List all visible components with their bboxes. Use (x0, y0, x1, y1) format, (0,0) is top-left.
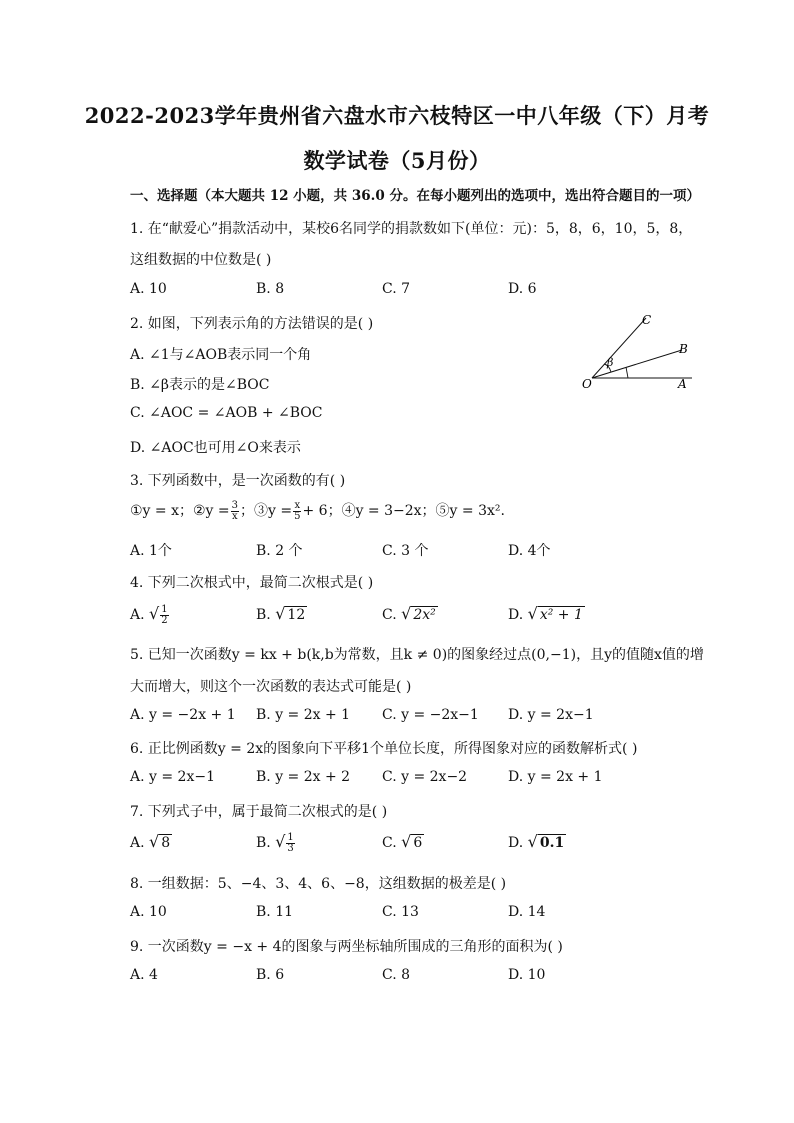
q3-frac-3-over-x: $\frac{3}{x}$ (231, 499, 239, 522)
q3-func-rest: + 6；④y = 3−2x；⑤y = 3x². (302, 503, 505, 519)
q9-option-a: A. 4 (130, 967, 158, 983)
q2-option-a: A. ∠1与∠AOB表示同一个角 (130, 347, 312, 363)
q5-stem-line1: 5. 已知一次函数y = kx + b(k,b为常数，且k ≠ 0)的图象经过点(0,−1)，且y的值随x值的增 (130, 647, 704, 663)
q9-stem: 9. 一次函数y = −x + 4的图象与两坐标轴所围成的三角形的面积为( ) (130, 939, 563, 955)
q6-stem: 6. 正比例函数y = 2x的图象向下平移1个单位长度，所得图象对应的函数解析式( ) (130, 741, 638, 757)
section-heading: 一、选择题（本大题共 12 小题，共 36.0 分。在每小题列出的选项中，选出符合题目的一项） (130, 188, 700, 204)
q6-option-d: D. y = 2x + 1 (508, 769, 603, 785)
q5-option-d: D. y = 2x−1 (508, 707, 594, 723)
q1-stem-line1: 1. 在“献爱心”捐款活动中，某校6名同学的捐款数如下(单位：元)：5，8，6，10，5，8， (130, 221, 693, 237)
q4-option-c: C. √ 2x² (382, 604, 436, 623)
q8-option-a: A. 10 (130, 904, 167, 920)
ray-oc (592, 318, 646, 378)
q2-option-b: B. ∠β表示的是∠BOC (130, 377, 270, 393)
label-b: B (679, 342, 688, 356)
q1-option-a: A. 10 (130, 281, 167, 297)
q6-option-c: C. y = 2x−2 (382, 769, 468, 785)
q3-func-2: ②y = (193, 503, 230, 519)
q7-option-c: C. √ 6 (382, 832, 423, 851)
q5-options (130, 707, 670, 727)
q3-functions (130, 500, 505, 522)
q6-options (130, 769, 670, 789)
q4-option-a: A. √ $\frac{1}{2}$ (130, 603, 168, 626)
q1-option-b: B. 8 (256, 281, 285, 297)
q1-options (130, 281, 670, 301)
arc-angle1 (626, 367, 628, 378)
q3-stem: 3. 下列函数中，是一次函数的有( ) (130, 473, 346, 489)
exam-title-line2: 数学试卷（5月份） (303, 148, 491, 173)
q7-option-b: B. √ $\frac{1}{3}$ (256, 831, 294, 854)
q4-option-d: D. √ x² + 1 (508, 604, 583, 623)
q6-option-a: A. y = 2x−1 (130, 769, 215, 785)
q3-options (130, 540, 670, 560)
label-a: A (678, 377, 687, 391)
q9-option-d: D. 10 (508, 967, 546, 983)
q2-stem: 2. 如图，下列表示角的方法错误的是( ) (130, 316, 374, 332)
exam-title-line1: 2022-2023学年贵州省六盘水市六枝特区一中八年级（下）月考 (84, 103, 710, 128)
q8-option-c: C. 13 (382, 904, 419, 920)
q4-stem: 4. 下列二次根式中，最简二次根式是( ) (130, 575, 374, 591)
q1-stem-line2: 这组数据的中位数是( ) (130, 252, 272, 268)
angle-figure (576, 308, 704, 398)
q7-frac-third: $\frac{1}{3}$ (287, 831, 294, 854)
label-o: O (582, 377, 592, 391)
q7-stem: 7. 下列式子中，属于最简二次根式的是( ) (130, 804, 388, 820)
q5-option-a: A. y = −2x + 1 (130, 707, 236, 723)
q3-option-a: A. 1个 (130, 543, 172, 559)
q3-func-1: ①y = x； (130, 503, 193, 519)
q1-option-d: D. 6 (508, 281, 537, 297)
q8-option-b: B. 11 (256, 904, 294, 920)
q7-options (130, 832, 670, 860)
label-c: C (642, 313, 652, 327)
q8-options (130, 904, 670, 924)
q9-option-c: C. 8 (382, 967, 411, 983)
q9-options (130, 967, 670, 987)
q3-option-b: B. 2 个 (256, 543, 303, 559)
q6-option-b: B. y = 2x + 2 (256, 769, 351, 785)
q3-option-d: D. 4个 (508, 543, 551, 559)
q4-option-b: B. √ 12 (256, 604, 306, 623)
q2-option-d: D. ∠AOC也可用∠O来表示 (130, 440, 301, 456)
q9-option-b: B. 6 (256, 967, 285, 983)
q1-option-c: C. 7 (382, 281, 411, 297)
q3-frac-x-over-5: $\frac{x}{5}$ (294, 499, 301, 522)
q8-option-d: D. 14 (508, 904, 546, 920)
q4-frac-half: $\frac{1}{2}$ (161, 603, 168, 626)
q5-option-b: B. y = 2x + 1 (256, 707, 351, 723)
q8-stem: 8. 一组数据：5、−4、3、4、6、−8，这组数据的极差是( ) (130, 876, 507, 892)
label-beta: β (607, 356, 614, 369)
q3-func-3: ；③y = (240, 503, 293, 519)
q4-options (130, 604, 670, 632)
q2-option-c: C. ∠AOC = ∠AOB + ∠BOC (130, 405, 323, 421)
q5-stem-line2: 大而增大，则这个一次函数的表达式可能是( ) (130, 679, 412, 695)
q7-option-a: A. √ 8 (130, 832, 171, 851)
q7-option-d: D. √ 0.1 (508, 832, 565, 851)
q3-option-c: C. 3 个 (382, 543, 429, 559)
q5-option-c: C. y = −2x−1 (382, 707, 479, 723)
